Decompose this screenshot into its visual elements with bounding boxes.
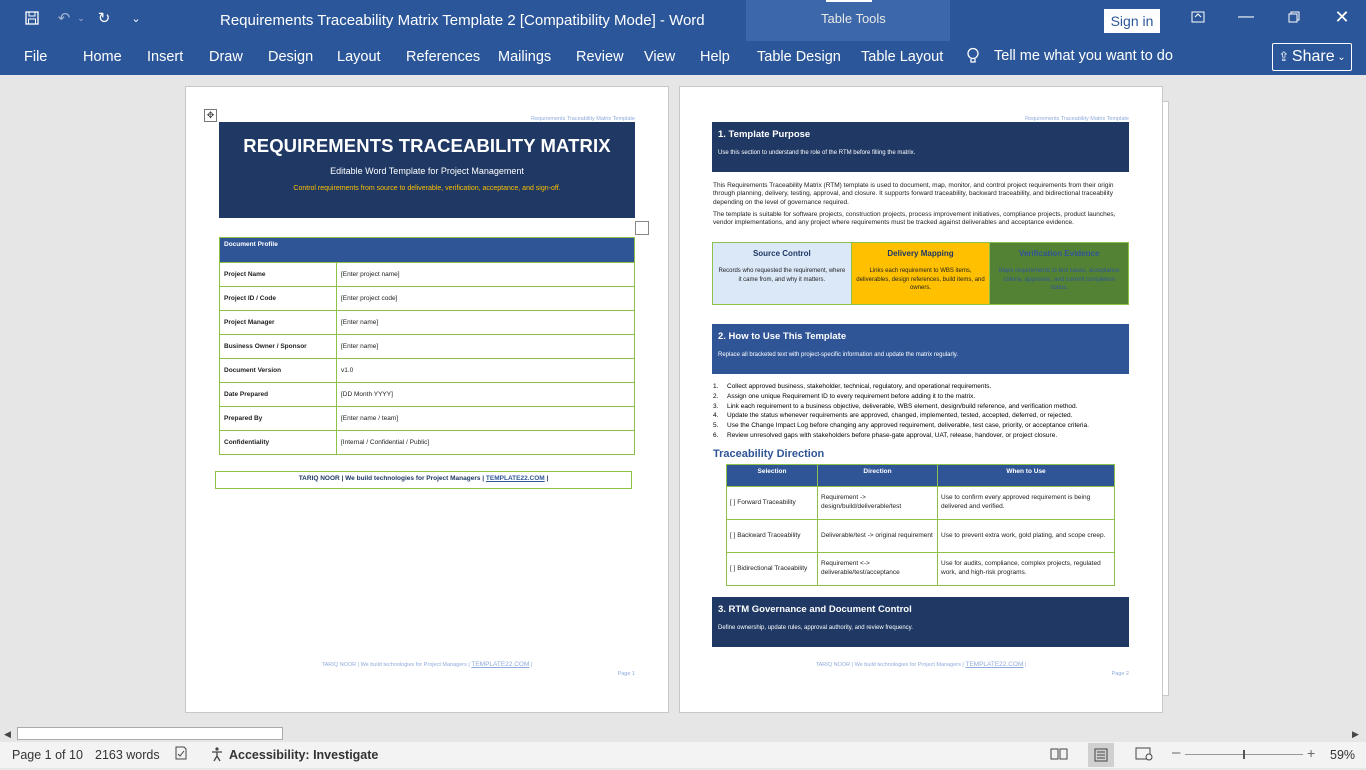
column-header: Selection (727, 465, 818, 487)
box-text: Records who requested the requirement, where it came from, and why it matters. (718, 268, 846, 283)
table-row (220, 431, 635, 455)
profile-value[interactable]: [Enter project code] (337, 287, 635, 311)
profile-value[interactable]: [Internal / Confidential / Public] (337, 431, 635, 455)
scroll-left-icon[interactable]: ◀ (4, 729, 11, 739)
step-text: Collect approved business, stakeholder, technical, regulatory, and operational requirements. (727, 383, 992, 390)
step-text: Link each requirement to a business objective, deliverable, WBS element, design/build reference, and verification method. (727, 402, 1078, 410)
profile-label: Confidentiality (220, 431, 337, 455)
accessibility-status[interactable]: Accessibility: Investigate (229, 748, 379, 762)
box-title: Source Control (752, 249, 811, 258)
credit-end: | (546, 475, 549, 482)
ribbon-display-icon[interactable] (1183, 5, 1213, 29)
table-row (220, 263, 635, 287)
box-title: Delivery Mapping (887, 249, 954, 258)
section-3-header (712, 597, 1129, 647)
credit-box (215, 471, 632, 489)
list-item: 5. Use the Change Impact Log before changing any approved requirement, deliverable, test case, priority, or acceptance criteria. (713, 422, 1089, 430)
profile-label: Prepared By (220, 407, 337, 431)
sign-in-button[interactable]: Sign in (1104, 9, 1160, 33)
table-row (220, 359, 635, 383)
ribbon-tab-bar (0, 41, 1366, 75)
table-row (727, 487, 1115, 520)
title-bar (0, 0, 1366, 41)
profile-value[interactable]: [Enter name / team] (337, 407, 635, 431)
page-number: Page 2 (1111, 671, 1129, 677)
save-icon[interactable] (22, 8, 42, 28)
zoom-out-icon[interactable]: – (1172, 744, 1181, 761)
profile-value[interactable]: [DD Month YYYY] (337, 383, 635, 407)
tab-table-design[interactable]: Table Design (757, 49, 841, 65)
section-3-title: 3. RTM Governance and Document Control (718, 604, 912, 615)
tab-draw[interactable]: Draw (209, 49, 243, 65)
list-item: 2. Assign one unique Requirement ID to every requirement before adding it to the matrix. (713, 392, 976, 400)
column-header: Direction (818, 465, 938, 487)
read-mode-icon[interactable] (1050, 747, 1068, 764)
credit-text: TARIQ NOOR | We build technologies for Project Managers | (298, 475, 485, 482)
profile-value[interactable]: [Enter project name] (337, 263, 635, 287)
tab-mailings[interactable]: Mailings (498, 49, 552, 65)
list-item: 1. Collect approved business, stakeholder, technical, regulatory, and operational requirements. (713, 383, 992, 390)
table-tools-label: Table Tools (821, 11, 886, 26)
horizontal-scrollbar[interactable] (0, 726, 1366, 742)
table-resize-handle[interactable] (635, 221, 649, 235)
tab-file[interactable]: File (24, 49, 48, 65)
footer-text: TARIQ NOOR | We build technologies for Project Managers | (321, 662, 470, 668)
minimize-icon[interactable]: — (1238, 8, 1254, 25)
profile-label: Date Prepared (220, 383, 337, 407)
profile-value[interactable]: v1.0 (337, 359, 635, 383)
zoom-slider-thumb[interactable] (1243, 750, 1245, 759)
when-cell: Use to confirm every approved requirement is being delivered and verified. (938, 487, 1115, 520)
column-header: When to Use (938, 465, 1115, 487)
tab-help[interactable]: Help (700, 49, 730, 65)
word-count[interactable]: 2163 words (95, 748, 160, 762)
traceability-direction-heading: Traceability Direction (713, 448, 825, 460)
customize-qat-icon[interactable]: ⌄ (131, 12, 141, 25)
print-layout-icon[interactable] (1088, 743, 1114, 767)
table-row (220, 407, 635, 431)
lightbulb-icon (966, 47, 980, 69)
share-button[interactable] (1272, 43, 1352, 71)
direction-cell: Requirement -> design/build/deliverable/test (818, 487, 938, 520)
page-footer (186, 661, 668, 668)
running-header: Requirements Traceability Matrix Template (1025, 116, 1129, 122)
verification-evidence-box (990, 243, 1128, 304)
tab-table-layout[interactable]: Table Layout (861, 49, 944, 65)
running-header: Requirements Traceability Matrix Template (531, 116, 635, 122)
tab-layout[interactable]: Layout (337, 49, 381, 65)
profile-label: Document Version (220, 359, 337, 383)
list-item: 6. Review unresolved gaps with stakeholders before phase-gate approval, UAT, release, handover, or project closure. (713, 431, 1058, 439)
section-1-title: 1. Template Purpose (718, 129, 811, 140)
direction-cell: Deliverable/test -> original requirement (818, 520, 938, 553)
footer-end: | (530, 662, 533, 668)
section-2-header (712, 324, 1129, 374)
section-3-subtitle: Define ownership, update rules, approval authority, and review frequency. (718, 625, 913, 631)
accessibility-icon[interactable] (210, 746, 226, 765)
section-1-subtitle: Use this section to understand the role of the RTM before filling the matrix. (718, 150, 916, 156)
page-count[interactable]: Page 1 of 10 (12, 748, 83, 762)
section-2-title: 2. How to Use This Template (718, 331, 847, 342)
table-row (220, 311, 635, 335)
table-row (220, 383, 635, 407)
cover-tagline: Control requirements from source to deliverable, verification, acceptance, and sign-off. (293, 185, 561, 192)
tab-design[interactable]: Design (268, 49, 314, 65)
profile-label: Project ID / Code (220, 287, 337, 311)
table-row (220, 335, 635, 359)
profile-value[interactable]: [Enter name] (337, 335, 635, 359)
web-layout-icon[interactable] (1135, 747, 1153, 764)
scroll-thumb[interactable] (17, 727, 283, 740)
profile-label: Business Owner / Sponsor (220, 335, 337, 359)
tell-me-search[interactable]: Tell me what you want to do (994, 48, 1173, 64)
box-title: Verification Evidence (1018, 249, 1100, 258)
footer-link[interactable]: TEMPLATE22.COM (471, 661, 530, 668)
direction-cell: Requirement <-> deliverable/test/acceptance (818, 553, 938, 586)
restore-icon[interactable] (1279, 5, 1309, 29)
step-text: Use the Change Impact Log before changing any approved requirement, deliverable, test case, priority, or acceptance criteria. (727, 422, 1089, 430)
cover-subtitle: Editable Word Template for Project Management (330, 166, 524, 176)
tab-review[interactable]: Review (576, 49, 624, 65)
purpose-paragraph-2: The template is suitable for software projects, construction projects, process improvement initiatives, compliance projects, product launches, vendor implementations, and any project where requirements must be tracked against deliverables and acceptance evidence. (713, 211, 1116, 227)
tab-home[interactable]: Home (83, 49, 122, 65)
document-page-1[interactable] (185, 86, 669, 713)
document-page-3-edge (1163, 101, 1169, 696)
window-title: Requirements Traceability Matrix Template 2 [Compatibility Mode] - Word (220, 12, 705, 29)
profile-label: Project Manager (220, 311, 337, 335)
chevron-down-icon: ⌄ (1337, 51, 1346, 63)
step-text: Review unresolved gaps with stakeholders before phase-gate approval, UAT, release, handover, or project closure. (727, 431, 1058, 439)
table-row (727, 520, 1115, 553)
profile-label: Project Name (220, 263, 337, 287)
proofing-icon[interactable] (174, 746, 188, 763)
tab-insert[interactable]: Insert (147, 49, 184, 65)
box-text: Maps requirements to test cases, acceptance criteria, approvals, and current completion status. (998, 268, 1120, 291)
footer-text: TARIQ NOOR | We build technologies for Project Managers | (815, 662, 964, 668)
step-text: Assign one unique Requirement ID to every requirement before adding it to the matrix. (727, 392, 976, 400)
step-text: Update the status whenever requirements are approved, changed, implemented, tested, accepted, deferred, or rejected. (727, 412, 1073, 420)
steps-list (713, 383, 1089, 442)
list-item: 3. Link each requirement to a business objective, deliverable, WBS element, design/build reference, and verification method. (713, 402, 1078, 410)
footer-link[interactable]: TEMPLATE22.COM (965, 661, 1024, 668)
redo-icon[interactable]: ↻ (97, 10, 111, 27)
table-row (727, 553, 1115, 586)
section-1-header (712, 122, 1129, 172)
page-number: Page 1 (617, 671, 635, 677)
tab-view[interactable]: View (644, 49, 676, 65)
document-profile-table (219, 237, 635, 455)
close-icon[interactable]: ✕ (1334, 6, 1350, 27)
delivery-mapping-box (852, 243, 991, 304)
purpose-boxes (712, 242, 1129, 305)
table-tools-marker (826, 0, 872, 2)
cover-title[interactable]: REQUIREMENTS TRACEABILITY MATRIX (243, 135, 611, 156)
box-text: Links each requirement to WBS items, deliverables, design references, build items, and owners. (856, 268, 985, 291)
profile-header: Document Profile (220, 238, 635, 263)
cover-band (219, 122, 635, 218)
zoom-level[interactable]: 59% (1330, 748, 1356, 762)
share-icon: ⇪ (1278, 49, 1290, 64)
profile-value[interactable]: [Enter name] (337, 311, 635, 335)
zoom-in-icon[interactable]: + (1307, 745, 1316, 761)
document-page-2[interactable] (679, 86, 1163, 713)
selection-cell[interactable]: [ ] Backward Traceability (727, 520, 818, 553)
table-move-handle-icon[interactable]: ✥ (204, 109, 217, 122)
selection-cell[interactable]: [ ] Bidirectional Traceability (727, 553, 818, 586)
status-bar (0, 742, 1366, 768)
purpose-paragraph-1: This Requirements Traceability Matrix (RTM) template is used to document, map, monitor, and control project requirements from their origin through planning, delivery, testing, approval, and closure. It supports forward traceability, backward traceability, and bidirectional traceability depending on the level of governance required. (713, 182, 1114, 206)
section-2-subtitle: Replace all bracketed text with project-specific information and update the matrix regularly. (718, 352, 959, 358)
selection-cell[interactable]: [ ] Forward Traceability (727, 487, 818, 520)
when-cell: Use to prevent extra work, gold plating, and scope creep. (938, 520, 1115, 553)
list-item: 4. Update the status whenever requirements are approved, changed, implemented, tested, accepted, deferred, or rejected. (713, 412, 1073, 420)
source-control-box (713, 243, 852, 304)
footer-end: | (1024, 662, 1027, 668)
undo-dropdown-icon[interactable]: ⌄ (77, 12, 85, 23)
traceability-direction-table (726, 464, 1115, 586)
share-label: Share (1291, 48, 1335, 65)
tab-references[interactable]: References (406, 49, 481, 65)
page-footer (680, 661, 1162, 668)
when-cell: Use for audits, compliance, complex projects, regulated work, and high-risk programs. (938, 553, 1115, 586)
table-row (220, 287, 635, 311)
credit-link[interactable]: TEMPLATE22.COM (485, 475, 545, 482)
scroll-right-icon[interactable]: ▶ (1352, 729, 1359, 739)
undo-icon[interactable]: ↶ (57, 10, 71, 27)
